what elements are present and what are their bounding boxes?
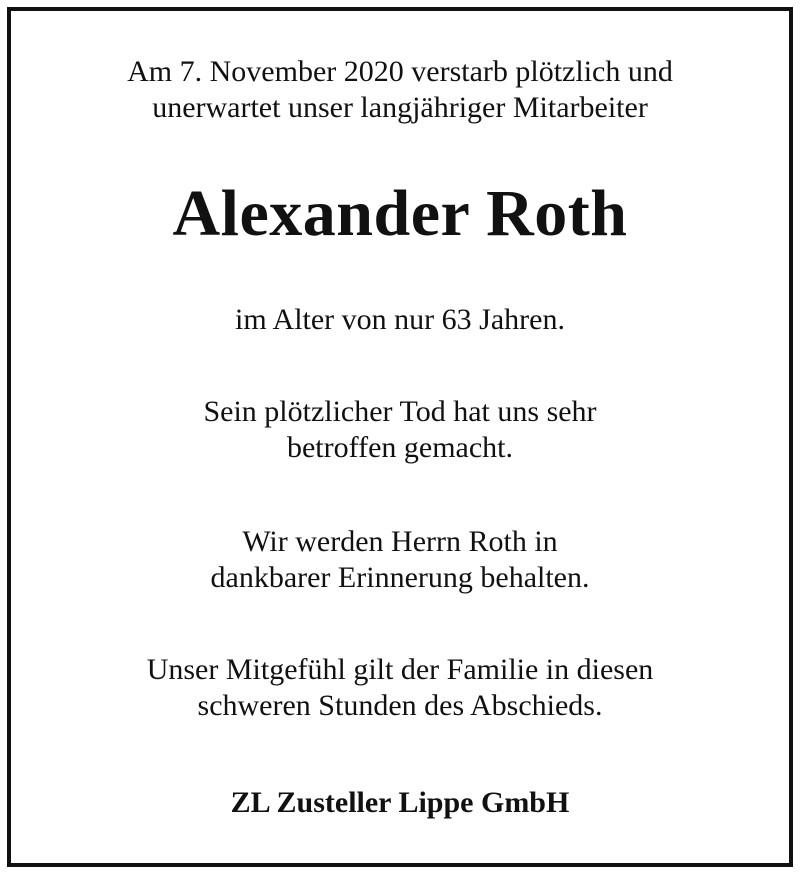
- sympathy-line-1: Unser Mitgefühl gilt der Familie in diesen: [146, 653, 654, 686]
- deceased-name: Alexander Roth: [172, 177, 628, 250]
- company-signature: ZL Zusteller Lippe GmbH: [230, 786, 570, 819]
- intro-line-1: Am 7. November 2020 verstarb plötzlich und: [127, 55, 673, 88]
- intro-line-2: unerwartet unser langjähriger Mitarbeiter: [152, 91, 648, 124]
- shock-line-1: Sein plötzlicher Tod hat uns sehr: [203, 395, 597, 428]
- age-line: im Alter von nur 63 Jahren.: [235, 303, 565, 336]
- shock-paragraph: [0, 394, 800, 466]
- sympathy-line-2: schweren Stunden des Abschieds.: [197, 689, 603, 722]
- sympathy-paragraph: [0, 652, 800, 724]
- memory-paragraph: [0, 524, 800, 596]
- memory-line-1: Wir werden Herrn Roth in: [242, 525, 558, 558]
- memory-line-2: dankbarer Erinnerung behalten.: [210, 561, 590, 594]
- intro-paragraph: [0, 54, 800, 126]
- shock-line-2: betroffen gemacht.: [286, 431, 513, 464]
